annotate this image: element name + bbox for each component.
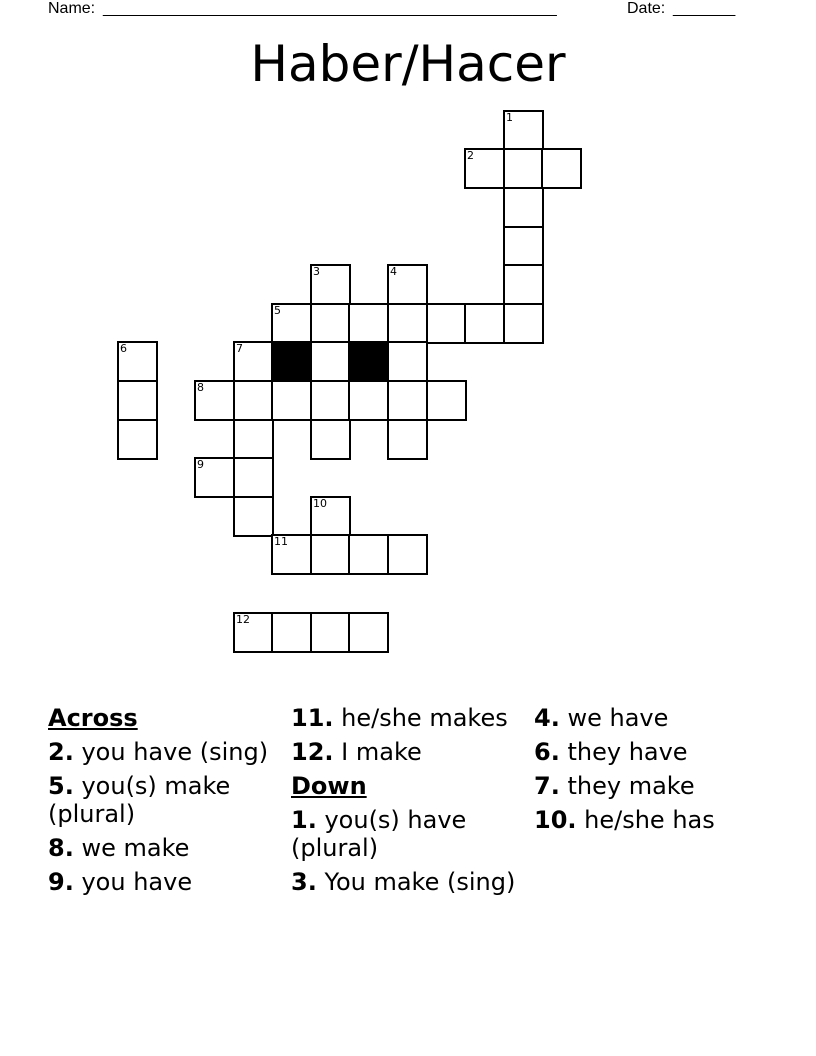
crossword-cell-12[interactable] — [233, 612, 274, 653]
cell-number: 2 — [467, 149, 474, 162]
clue-down-3 — [291, 868, 521, 896]
clue-text: you(s) have (plural) — [291, 806, 467, 862]
crossword-cell[interactable] — [348, 534, 389, 575]
clue-across-11 — [291, 704, 521, 732]
clue-number: 2. — [48, 738, 74, 766]
crossword-cell[interactable] — [233, 380, 274, 421]
crossword-cell-1[interactable] — [503, 110, 544, 151]
clue-text: I make — [341, 738, 422, 766]
cell-number: 6 — [120, 342, 127, 355]
clue-text: we have — [567, 704, 669, 732]
crossword-cell[interactable] — [348, 612, 389, 653]
crossword-cell[interactable] — [310, 380, 351, 421]
crossword-cell-4[interactable] — [387, 264, 428, 305]
crossword-cell[interactable] — [387, 303, 428, 344]
clues-column-3 — [534, 704, 764, 840]
crossword-cell[interactable] — [541, 148, 582, 189]
crossword-cell[interactable] — [310, 341, 351, 382]
crossword-cell[interactable] — [426, 303, 467, 344]
clue-number: 12. — [291, 738, 334, 766]
clue-text: you have (sing) — [81, 738, 269, 766]
clue-down-6 — [534, 738, 764, 766]
crossword-cell[interactable] — [387, 419, 428, 460]
cell-number: 10 — [313, 497, 327, 510]
clue-text: you have — [81, 868, 193, 896]
date-field[interactable]: _______ — [673, 0, 736, 17]
cell-number: 12 — [236, 613, 250, 626]
cell-number: 3 — [313, 265, 320, 278]
crossword-cell[interactable] — [503, 148, 544, 189]
clue-number: 8. — [48, 834, 74, 862]
clues-column-2 — [291, 704, 521, 902]
crossword-cell[interactable] — [117, 419, 158, 460]
crossword-cell-3[interactable] — [310, 264, 351, 305]
date-label: Date: — [627, 0, 666, 17]
clues-column-1 — [48, 704, 278, 902]
crossword-cell[interactable] — [426, 380, 467, 421]
clue-across-8 — [48, 834, 278, 862]
clue-across-9 — [48, 868, 278, 896]
crossword-cell-10[interactable] — [310, 496, 351, 537]
clue-across-5 — [48, 772, 278, 828]
crossword-cell-9[interactable] — [194, 457, 235, 498]
crossword-cell[interactable] — [503, 303, 544, 344]
crossword-cell[interactable] — [310, 303, 351, 344]
clue-number: 6. — [534, 738, 560, 766]
clue-number: 10. — [534, 806, 577, 834]
clue-text: we make — [81, 834, 190, 862]
clue-text: You make (sing) — [324, 868, 516, 896]
crossword-cell[interactable] — [233, 457, 274, 498]
crossword-cell[interactable] — [503, 264, 544, 305]
crossword-cell-11[interactable] — [271, 534, 312, 575]
crossword-cell[interactable] — [387, 341, 428, 382]
clue-text: he/she makes — [341, 704, 508, 732]
crossword-cell-8[interactable] — [194, 380, 235, 421]
cell-number: 7 — [236, 342, 243, 355]
clue-number: 1. — [291, 806, 317, 834]
crossword-black-cell — [348, 341, 389, 382]
name-field[interactable]: ___________________________________________________ — [103, 0, 557, 17]
crossword-cell[interactable] — [387, 380, 428, 421]
across-heading: Across — [48, 704, 138, 732]
clue-down-1 — [291, 806, 521, 862]
crossword-cell[interactable] — [271, 380, 312, 421]
page-title: Haber/Hacer — [250, 35, 566, 93]
crossword-cell[interactable] — [503, 226, 544, 267]
crossword-cell[interactable] — [271, 612, 312, 653]
cell-number: 4 — [390, 265, 397, 278]
clue-number: 5. — [48, 772, 74, 800]
crossword-cell[interactable] — [310, 612, 351, 653]
crossword-cell-5[interactable] — [271, 303, 312, 344]
clue-text: he/she has — [584, 806, 715, 834]
clue-text: they make — [567, 772, 695, 800]
crossword-cell[interactable] — [310, 419, 351, 460]
clue-number: 9. — [48, 868, 74, 896]
crossword-cell-7[interactable] — [233, 341, 274, 382]
crossword-cell[interactable] — [503, 187, 544, 228]
cell-number: 11 — [274, 535, 288, 548]
name-label: Name: — [48, 0, 96, 17]
cell-number: 5 — [274, 304, 281, 317]
crossword-cell[interactable] — [464, 303, 505, 344]
clue-text: they have — [567, 738, 688, 766]
cell-number: 1 — [506, 111, 513, 124]
crossword-cell[interactable] — [387, 534, 428, 575]
clue-number: 3. — [291, 868, 317, 896]
clue-down-4 — [534, 704, 764, 732]
clue-across-12 — [291, 738, 521, 766]
clue-text: you(s) make (plural) — [48, 772, 231, 828]
cell-number: 8 — [197, 381, 204, 394]
crossword-cell[interactable] — [117, 380, 158, 421]
clue-number: 11. — [291, 704, 334, 732]
crossword-cell[interactable] — [233, 496, 274, 537]
crossword-cell-2[interactable] — [464, 148, 505, 189]
clue-down-7 — [534, 772, 764, 800]
clue-number: 4. — [534, 704, 560, 732]
clue-down-10 — [534, 806, 764, 834]
crossword-cell[interactable] — [348, 303, 389, 344]
clue-across-2 — [48, 738, 278, 766]
crossword-cell[interactable] — [348, 380, 389, 421]
crossword-black-cell — [271, 341, 312, 382]
cell-number: 9 — [197, 458, 204, 471]
crossword-cell-6[interactable] — [117, 341, 158, 382]
down-heading: Down — [291, 772, 367, 800]
crossword-cell[interactable] — [310, 534, 351, 575]
clue-number: 7. — [534, 772, 560, 800]
crossword-cell[interactable] — [233, 419, 274, 460]
